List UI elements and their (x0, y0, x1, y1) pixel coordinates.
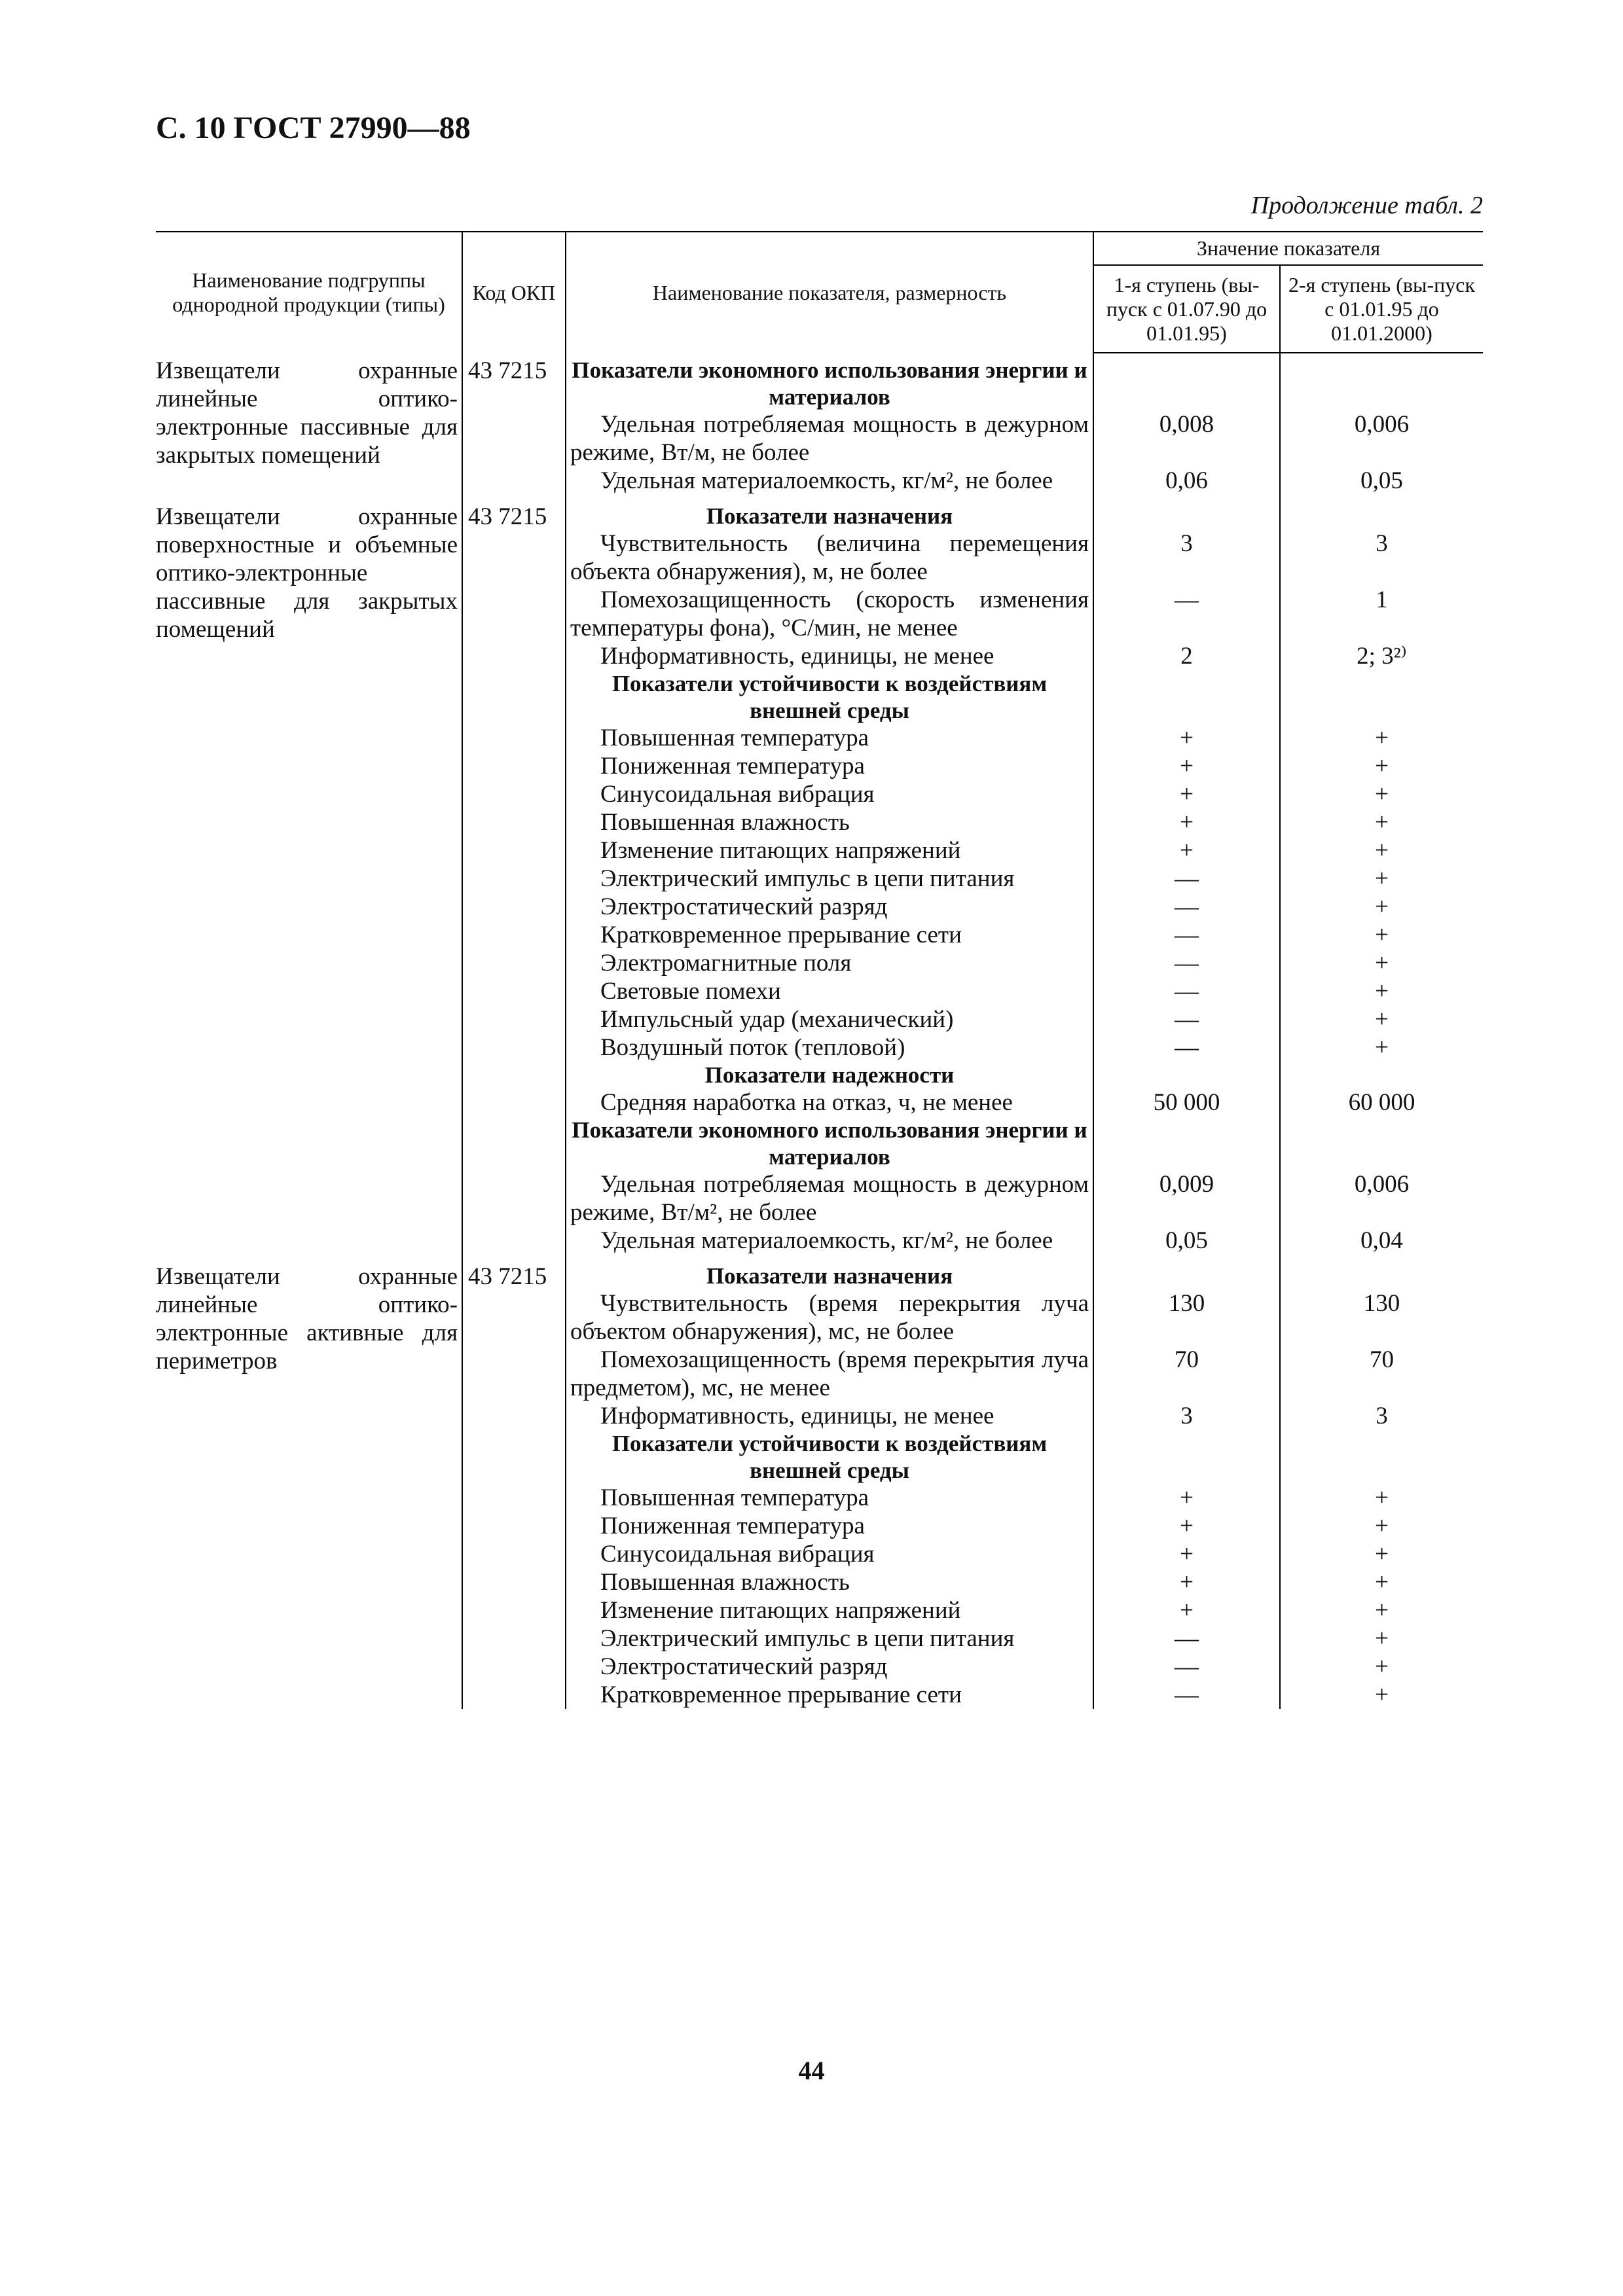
stage-2-value: + (1375, 1513, 1389, 1539)
stage-1-value: — (1093, 1653, 1280, 1681)
stage-1-value: 70 (1093, 1346, 1280, 1402)
stage-1-value: — (1093, 1681, 1280, 1709)
indicator-name: Пониженная температура (566, 752, 1093, 780)
indicator-name: Электромагнитные поля (566, 949, 1093, 977)
section-title: Показатели устойчивости к воздействиям внешней среды (566, 1430, 1093, 1484)
indicator-name: Помехозащищенность (время перекрытия луча предметом), мс, не менее (566, 1346, 1093, 1402)
stage-1-value: + (1093, 1512, 1280, 1540)
stage-2-value: + (1375, 1484, 1389, 1511)
header-indicator: Наименование показателя, размерность (566, 232, 1093, 353)
indicator-name: Воздушный поток (тепловой) (566, 1033, 1093, 1062)
stage-1-value (1093, 1255, 1280, 1289)
stage-1-value: + (1093, 752, 1280, 780)
stage-2-value: + (1375, 1569, 1389, 1596)
header-stage-2: 2-я ступень (вы-пуск с 01.01.95 до 01.01.2000) (1280, 265, 1483, 353)
product-subgroup-name: Извещатели охранные линейные оптико-электронные пассивные для закрытых помещений (156, 353, 462, 495)
indicator-name: Информативность, единицы, не менее (566, 642, 1093, 670)
stage-2-value: + (1375, 1034, 1389, 1061)
okp-code: 43 7215 (462, 1255, 566, 1709)
stage-2-value: + (1375, 1541, 1389, 1568)
stage-1-value: + (1093, 1568, 1280, 1596)
stage-1-value (1093, 353, 1280, 410)
stage-2-value: 0,006 (1354, 411, 1410, 438)
indicators-table (156, 231, 1483, 1709)
stage-1-value (1093, 1062, 1280, 1088)
stage-2-value: 60 000 (1348, 1089, 1415, 1116)
indicator-name: Удельная материалоемкость, кг/м², не более (566, 1227, 1093, 1255)
stage-2-value: + (1375, 893, 1389, 920)
stage-1-value (1093, 1117, 1280, 1170)
section-title: Показатели назначения (566, 495, 1093, 529)
indicator-name: Электростатический разряд (566, 1653, 1093, 1681)
stage-1-value: 50 000 (1093, 1088, 1280, 1117)
indicator-name: Кратковременное прерывание сети (566, 1681, 1093, 1709)
stage-2-value (1280, 1430, 1483, 1484)
page-header: С. 10 ГОСТ 27990—88 (156, 111, 471, 145)
stage-2-value: + (1375, 950, 1389, 977)
indicator-name: Синусоидальная вибрация (566, 1540, 1093, 1568)
stage-2-value: 70 (1370, 1346, 1394, 1373)
indicator-name: Световые помехи (566, 977, 1093, 1005)
stage-1-value: 0,008 (1093, 410, 1280, 467)
stage-2-value: 2; 3²⁾ (1357, 643, 1407, 670)
stage-1-value: 2 (1093, 642, 1280, 670)
stage-1-value: — (1093, 1033, 1280, 1062)
stage-2-value: + (1375, 978, 1389, 1005)
indicator-name: Синусоидальная вибрация (566, 780, 1093, 808)
table-body (156, 353, 1483, 1709)
indicator-name: Чувствительность (величина перемещения объекта обнаружения), м, не более (566, 529, 1093, 586)
stage-2-value: + (1375, 725, 1389, 751)
indicator-name: Повышенная влажность (566, 1568, 1093, 1596)
stage-1-value: + (1093, 780, 1280, 808)
section-title: Показатели экономного использования энергии и материалов (566, 353, 1093, 410)
indicator-name: Электрический импульс в цепи питания (566, 865, 1093, 893)
indicator-name: Импульсный удар (механический) (566, 1005, 1093, 1033)
table-header (156, 232, 1483, 353)
stage-2-value (1280, 1117, 1483, 1170)
indicator-name: Повышенная температура (566, 1484, 1093, 1512)
section-row (156, 1255, 1483, 1289)
stage-1-value (1093, 495, 1280, 529)
stage-2-value: + (1375, 1625, 1389, 1652)
section-title: Показатели назначения (566, 1255, 1093, 1289)
stage-1-value: + (1093, 724, 1280, 752)
stage-1-value: + (1093, 1596, 1280, 1624)
stage-1-value: + (1093, 1540, 1280, 1568)
stage-1-value: + (1093, 808, 1280, 836)
header-group-name: Наименование подгруппы однородной продукции (типы) (156, 232, 462, 353)
header-okp-code: Код ОКП (462, 232, 566, 353)
indicator-name: Электрический импульс в цепи питания (566, 1624, 1093, 1653)
section-row (156, 353, 1483, 410)
indicator-name: Повышенная влажность (566, 808, 1093, 836)
page-number: 44 (798, 2056, 825, 2085)
stage-2-value: + (1375, 1006, 1389, 1033)
indicator-name: Повышенная температура (566, 724, 1093, 752)
stage-1-value (1093, 670, 1280, 724)
product-subgroup-name: Извещатели охранные поверхностные и объемные оптико-электронные пассивные для закрытых помещений (156, 495, 462, 1255)
stage-1-value: — (1093, 977, 1280, 1005)
indicators-table-container (156, 231, 1483, 1709)
indicator-name: Средняя наработка на отказ, ч, не менее (566, 1088, 1093, 1117)
stage-1-value: 3 (1093, 1402, 1280, 1430)
stage-2-value: + (1375, 809, 1389, 836)
indicator-name: Помехозащищенность (скорость изменения температуры фона), °С/мин, не менее (566, 586, 1093, 642)
stage-1-value: — (1093, 949, 1280, 977)
indicator-name: Удельная потребляемая мощность в дежурном режиме, Вт/м, не более (566, 410, 1093, 467)
indicator-name: Удельная потребляемая мощность в дежурном режиме, Вт/м², не более (566, 1170, 1093, 1227)
indicator-name: Информативность, единицы, не менее (566, 1402, 1093, 1430)
section-title: Показатели экономного использования энергии и материалов (566, 1117, 1093, 1170)
stage-2-value: + (1375, 753, 1389, 780)
indicator-name: Изменение питающих напряжений (566, 836, 1093, 865)
okp-code: 43 7215 (462, 495, 566, 1255)
product-subgroup-name: Извещатели охранные линейные оптико-электронные активные для периметров (156, 1255, 462, 1709)
stage-2-value: 0,006 (1354, 1171, 1410, 1198)
stage-2-value: + (1375, 1653, 1389, 1680)
stage-2-value: 3 (1376, 1403, 1388, 1429)
header-value: Значение показателя (1093, 232, 1483, 265)
okp-code: 43 7215 (462, 353, 566, 495)
stage-1-value: 130 (1093, 1289, 1280, 1346)
stage-2-value: 130 (1363, 1290, 1400, 1317)
stage-2-value: + (1375, 1597, 1389, 1624)
indicator-name: Электростатический разряд (566, 893, 1093, 921)
stage-1-value: + (1093, 836, 1280, 865)
stage-1-value: — (1093, 1005, 1280, 1033)
stage-2-value: + (1375, 1681, 1389, 1708)
stage-2-value: + (1375, 837, 1389, 864)
indicator-name: Удельная материалоемкость, кг/м², не более (566, 467, 1093, 495)
table-continuation-label: Продолжение табл. 2 (1250, 192, 1483, 219)
stage-2-value: + (1375, 865, 1389, 892)
section-title: Показатели устойчивости к воздействиям внешней среды (566, 670, 1093, 724)
indicator-name: Пониженная температура (566, 1512, 1093, 1540)
stage-2-value: 0,04 (1360, 1227, 1403, 1254)
stage-2-value (1280, 670, 1483, 724)
stage-2-value: 3 (1376, 530, 1388, 557)
stage-2-value: 1 (1376, 586, 1388, 613)
stage-2-value (1280, 353, 1483, 410)
stage-1-value: — (1093, 921, 1280, 949)
stage-2-value: + (1375, 922, 1389, 948)
header-stage-1: 1-я ступень (вы-пуск с 01.07.90 до 01.01.95) (1093, 265, 1280, 353)
section-row (156, 495, 1483, 529)
stage-1-value: 0,06 (1093, 467, 1280, 495)
stage-1-value: — (1093, 1624, 1280, 1653)
stage-2-value: 0,05 (1360, 467, 1403, 494)
stage-1-value (1093, 1430, 1280, 1484)
section-title: Показатели надежности (566, 1062, 1093, 1088)
stage-2-value (1280, 1255, 1483, 1289)
stage-1-value: + (1093, 1484, 1280, 1512)
stage-1-value: — (1093, 893, 1280, 921)
indicator-name: Чувствительность (время перекрытия луча объектом обнаружения), мс, не более (566, 1289, 1093, 1346)
stage-1-value: 3 (1093, 529, 1280, 586)
stage-1-value: 0,05 (1093, 1227, 1280, 1255)
stage-2-value (1280, 495, 1483, 529)
stage-2-value: + (1375, 781, 1389, 808)
stage-1-value: — (1093, 586, 1280, 642)
indicator-name: Изменение питающих напряжений (566, 1596, 1093, 1624)
indicator-name: Кратковременное прерывание сети (566, 921, 1093, 949)
stage-2-value (1280, 1062, 1483, 1088)
stage-1-value: 0,009 (1093, 1170, 1280, 1227)
stage-1-value: — (1093, 865, 1280, 893)
